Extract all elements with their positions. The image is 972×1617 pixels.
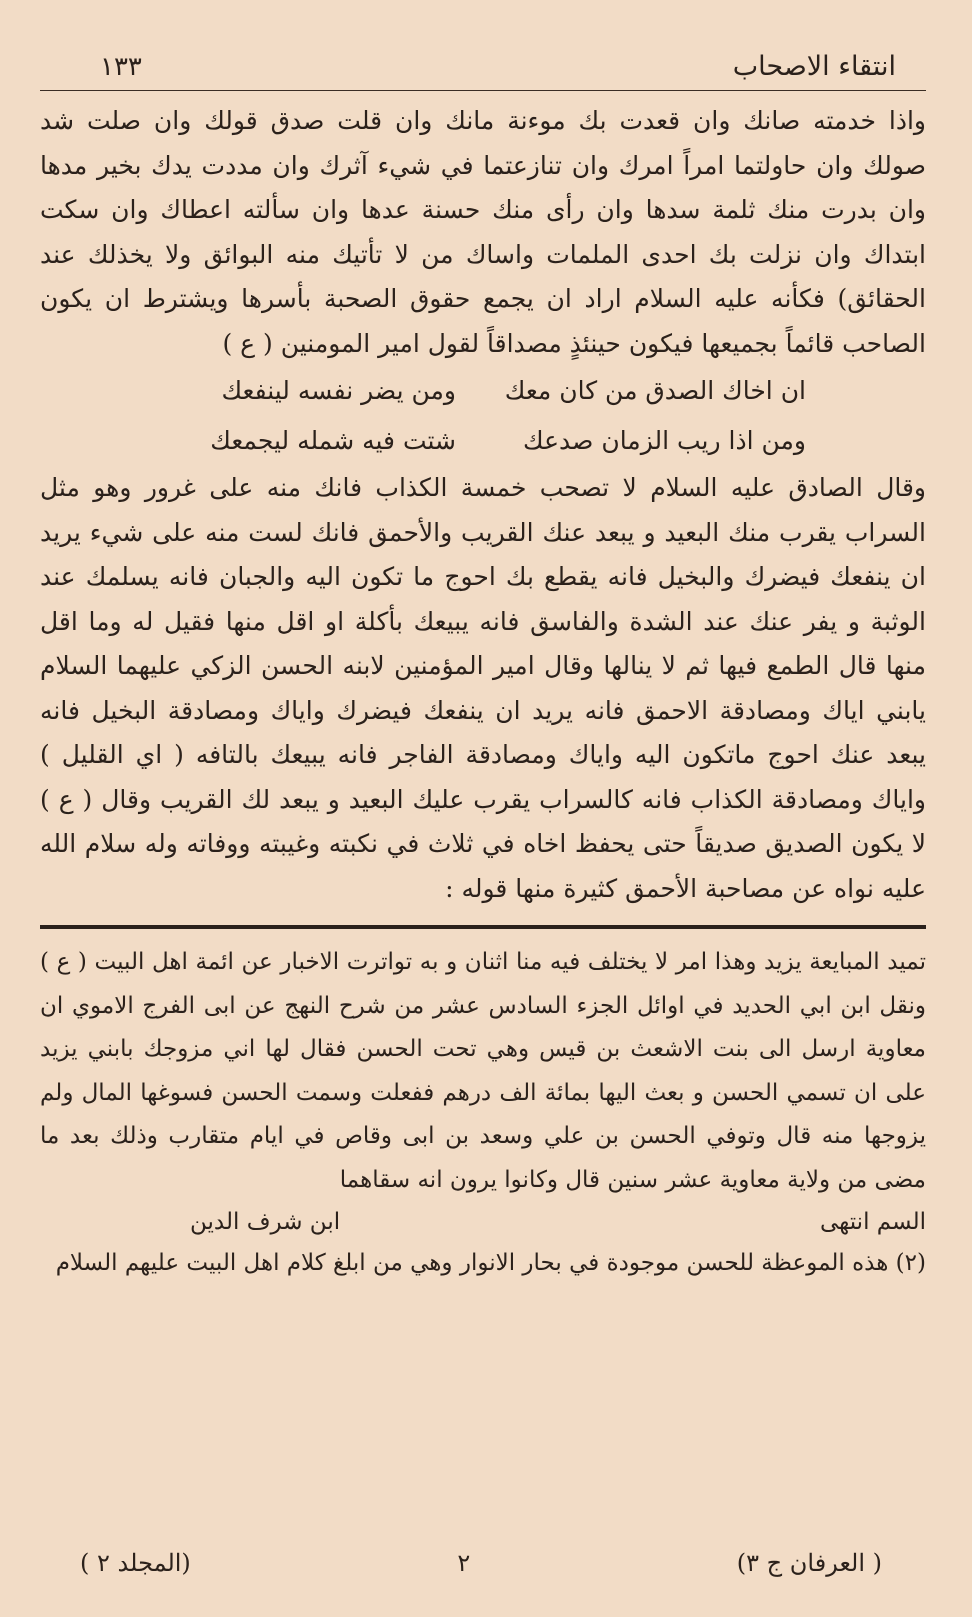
- footer-volume: (المجلد ٢ ): [80, 1549, 191, 1577]
- running-header: [40, 36, 926, 82]
- footnotes: [40, 941, 926, 1286]
- footnote-rule: [40, 925, 926, 929]
- verse-line: [40, 416, 926, 466]
- footnote-signature-line: [40, 1202, 926, 1242]
- verse-hemistich: ومن اذا ريب الزمان صدعك: [523, 426, 806, 455]
- footnote-text: (٢) هذه الموعظة للحسن موجودة في بحار الانوار وهي من ابلغ كلام اهل البيت عليهم السلام: [55, 1250, 926, 1276]
- page-number: ١٣٣: [100, 52, 142, 82]
- footnote-signature: ابن شرف الدين: [190, 1209, 341, 1235]
- header-rule: [40, 90, 926, 91]
- verse-hemistich: شتت فيه شمله ليجمعك: [210, 426, 456, 455]
- footnote-end: السم انتهى: [819, 1209, 926, 1235]
- body-paragraph: واذا خدمته صانك وان قعدت بك موءنة مانك وان قلت صدق قولك وان صلت شد صولك وان حاولتما امراً امرك وان تنازعتما في شيء آثرك وان مددت يدك بخير مدها وان بدرت منك ثلمة سدها وان رأى منك حسنة عدها وان سألته اعطاك وان سكت ابتداك وان نزلت بك احدى الملمات واساك من لا تأتيك منه البوائق ولا يخذلك عند الحقائق) فكأنه عليه السلام اراد ان يجمع حقوق الصحبة بأسرها ويشترط ان يكون الصاحب قائماً بجميعها فيكون حينئذٍ مصداقاً لقول امير المومنين ( ع ): [40, 106, 926, 358]
- main-text: [40, 99, 926, 911]
- running-title: انتقاء الاصحاب: [732, 51, 896, 82]
- page-footer: [80, 1549, 882, 1577]
- footer-signature-mark: ٢: [457, 1549, 471, 1577]
- verse-hemistich: ومن يضر نفسه لينفعك: [221, 376, 456, 405]
- footer-journal: ( العرفان ج ٣): [736, 1549, 882, 1577]
- verse-hemistich: ان اخاك الصدق من كان معك: [504, 376, 806, 405]
- verse-line: [40, 366, 926, 416]
- footnote-text: تميد المبايعة يزيد وهذا امر لا يختلف فيه منا اثنان و به تواترت الاخبار عن ائمة اهل البيت ( ع ) ونقل ابن ابي الحديد في اوائل الجزء السادس عشر من شرح النهج عن ابى الفرج الاموي ان معاوية ارسل الى بنت الاشعث بن قيس وهي تحت الحسن فقال لها اني مزوجك بابني يزيد على ان تسمي الحسن و بعث اليها بمائة الف درهم ففعلت وسمت الحسن فسوغها المال ولم يزوجها منه قال وتوفي الحسن بن علي وسعد بن ابى وقاص في ايام متقارب وذلك بعد ما مضى من ولاية معاوية عشر سنين قال وكانوا يرون انه سقاهما: [40, 949, 926, 1193]
- body-paragraph: وقال الصادق عليه السلام لا تصحب خمسة الكذاب فانك منه على غرور وهو مثل السراب يقرب منك البعيد و يبعد عنك القريب والأحمق فانك لست منه على شيء يريد ان ينفعك فيضرك والبخيل فانه يقطع بك احوج ما تكون اليه والجبان فانه يسلمك عند الوثبة و يفر عنك عند الشدة والفاسق فانه يبيعك بأكلة او اقل منها فقيل له وما اقل منها قال الطمع فيها ثم لا ينالها وقال امير المؤمنين لابنه الحسن الزكي عليهما السلام يابني اياك ومصادقة الاحمق فانه يريد ان ينفعك فيضرك واياك ومصادقة البخيل فانه يبعد عنك احوج ماتكون اليه واياك ومصادقة الفاجر فانه يبيعك بالتافه ( اي القليل ) واياك ومصادقة الكذاب فانه كالسراب يقرب عليك البعيد و يبعد لك القريب وقال ( ع ) لا يكون الصديق صديقاً حتى يحفظ اخاه في ثلاث في نكبته وغيبته ووفاته وله سلام الله عليه نواه عن مصاحبة الأحمق كثيرة منها قوله :: [40, 473, 926, 903]
